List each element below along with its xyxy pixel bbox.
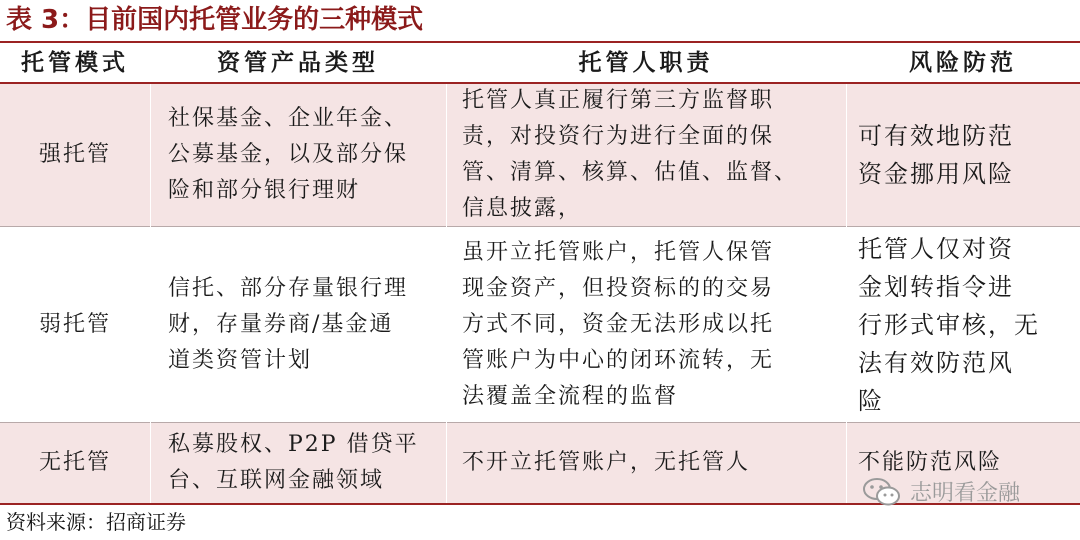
- table-row: [0, 227, 1080, 422]
- duties-line: 托管人真正履行第三方监督职: [462, 88, 775, 113]
- products-cell: [150, 84, 446, 226]
- mode-cell: 强托管: [38, 142, 111, 167]
- risk-cell: [846, 227, 1080, 422]
- risk-line: 险: [858, 386, 884, 415]
- header-duties: 托管人职责: [578, 49, 714, 76]
- risk-cell: [846, 84, 1080, 226]
- duties-line: 管账户为中心的闭环流转，无: [462, 347, 775, 373]
- products-line: 私募股权、P2P 借贷平: [168, 432, 419, 457]
- risk-line: 不能防范风险: [858, 450, 1003, 475]
- duties-line: 不开立托管账户，无托管人: [462, 450, 751, 475]
- risk-line: 托管人仅对资: [858, 234, 1014, 263]
- products-line: 险和部分银行理财: [168, 178, 361, 203]
- column-separator: [846, 84, 847, 503]
- risk-line: 行形式审核，无: [858, 310, 1040, 339]
- table-title: 表 3：目前国内托管业务的三种模式: [6, 5, 424, 35]
- duties-line: 虽开立托管账户，托管人保管: [462, 239, 775, 265]
- products-line: 公募基金，以及部分保: [168, 142, 409, 167]
- duties-cell: [446, 84, 846, 226]
- header-mode: 托管模式: [21, 49, 129, 76]
- column-separator: [446, 84, 447, 503]
- duties-line: 信息披露，: [462, 196, 583, 221]
- products-cell: [150, 227, 446, 422]
- watermark-text: 志明看金融: [910, 481, 1021, 506]
- products-line: 财，存量券商/基金通: [168, 311, 394, 337]
- products-line: 道类资管计划: [168, 347, 313, 373]
- watermark: [862, 476, 1020, 507]
- risk-line: 资金挪用风险: [858, 160, 1014, 188]
- duties-cell: [446, 227, 846, 422]
- source-note: 资料来源：招商证券: [6, 510, 186, 534]
- risk-line: 金划转指令进: [858, 272, 1014, 301]
- header-risk: 风险防范: [909, 49, 1017, 76]
- risk-line: 法有效防范风: [858, 348, 1014, 377]
- table-header-row: [0, 43, 1080, 83]
- mode-cell: 弱托管: [38, 311, 111, 337]
- duties-line: 方式不同，资金无法形成以托: [462, 311, 775, 337]
- products-cell: [150, 423, 446, 503]
- risk-line: 可有效地防范: [858, 122, 1014, 150]
- products-line: 台、互联网金融领域: [168, 468, 385, 493]
- mode-cell: 无托管: [38, 450, 111, 475]
- products-line: 信托、部分存量银行理: [168, 275, 409, 301]
- header-products: 资管产品类型: [217, 49, 379, 76]
- duties-line: 责，对投资行为进行全面的保: [462, 124, 775, 149]
- duties-line: 现金资产，但投资标的的交易: [462, 275, 775, 301]
- duties-cell: [446, 423, 846, 503]
- duties-line: 管、清算、核算、估值、监督、: [462, 160, 799, 185]
- products-line: 社保基金、企业年金、: [168, 106, 409, 131]
- wechat-icon: [862, 477, 902, 507]
- column-separator: [150, 84, 151, 503]
- table-row: [0, 84, 1080, 226]
- duties-line: 法覆盖全流程的监督: [462, 383, 679, 409]
